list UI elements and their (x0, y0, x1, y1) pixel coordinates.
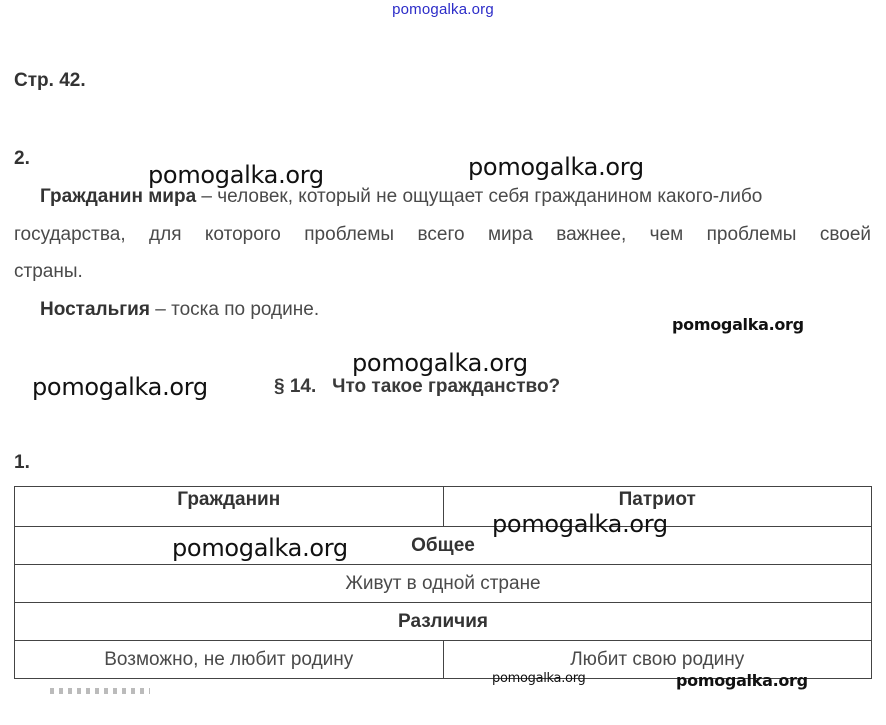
definition-nostalgia (40, 299, 319, 321)
watermark[interactable]: pomogalka.org (172, 534, 348, 562)
definition-text-line2: государства, для которого проблемы всего мира важнее, чем проблемы своей (14, 224, 871, 245)
nostalgia-definition-text: – тоска по родине. (155, 299, 320, 320)
definition-citizen-of-world (40, 186, 762, 208)
watermark[interactable]: pomogalka.org (492, 671, 586, 686)
table-row-common-header (15, 527, 872, 565)
table-row-diff-header (15, 603, 872, 641)
term-citizen-of-world: Гражданин мира (40, 186, 197, 207)
watermark[interactable]: pomogalka.org (32, 373, 208, 401)
header-patriot: Патриот (443, 487, 872, 527)
difference-patriot: Любит свою родину (443, 641, 872, 679)
definition-text-line1: – человек, который не ощущает себя гражданином какого-либо (201, 186, 763, 207)
header-citizen: Гражданин (15, 487, 444, 527)
term-nostalgia: Ностальгия (40, 299, 150, 320)
definition-text-line3: страны. (14, 261, 83, 282)
task-2-number: 2. (14, 148, 30, 169)
watermark[interactable]: pomogalka.org (468, 153, 644, 181)
cut-off-text-fragment (50, 688, 150, 694)
watermark[interactable]: pomogalka.org (492, 510, 668, 538)
section-number: § 14. (274, 376, 317, 397)
watermark[interactable]: pomogalka.org (676, 671, 808, 690)
table-header-row (15, 487, 872, 527)
table-row-common (15, 565, 872, 603)
section-heading (274, 376, 560, 398)
common-header: Общее (15, 527, 872, 565)
common-text: Живут в одной стране (15, 565, 872, 603)
section-title: Что такое гражданство? (332, 376, 561, 397)
watermark[interactable]: pomogalka.org (148, 161, 324, 189)
task-1-number: 1. (14, 452, 30, 473)
watermark[interactable]: pomogalka.org (672, 315, 804, 334)
top-watermark[interactable]: pomogalka.org (392, 1, 494, 18)
difference-citizen: Возможно, не любит родину (15, 641, 444, 679)
page-label: Стр. 42. (14, 70, 86, 91)
differences-header: Различия (15, 603, 872, 641)
watermark[interactable]: pomogalka.org (352, 349, 528, 377)
comparison-table (14, 486, 872, 679)
